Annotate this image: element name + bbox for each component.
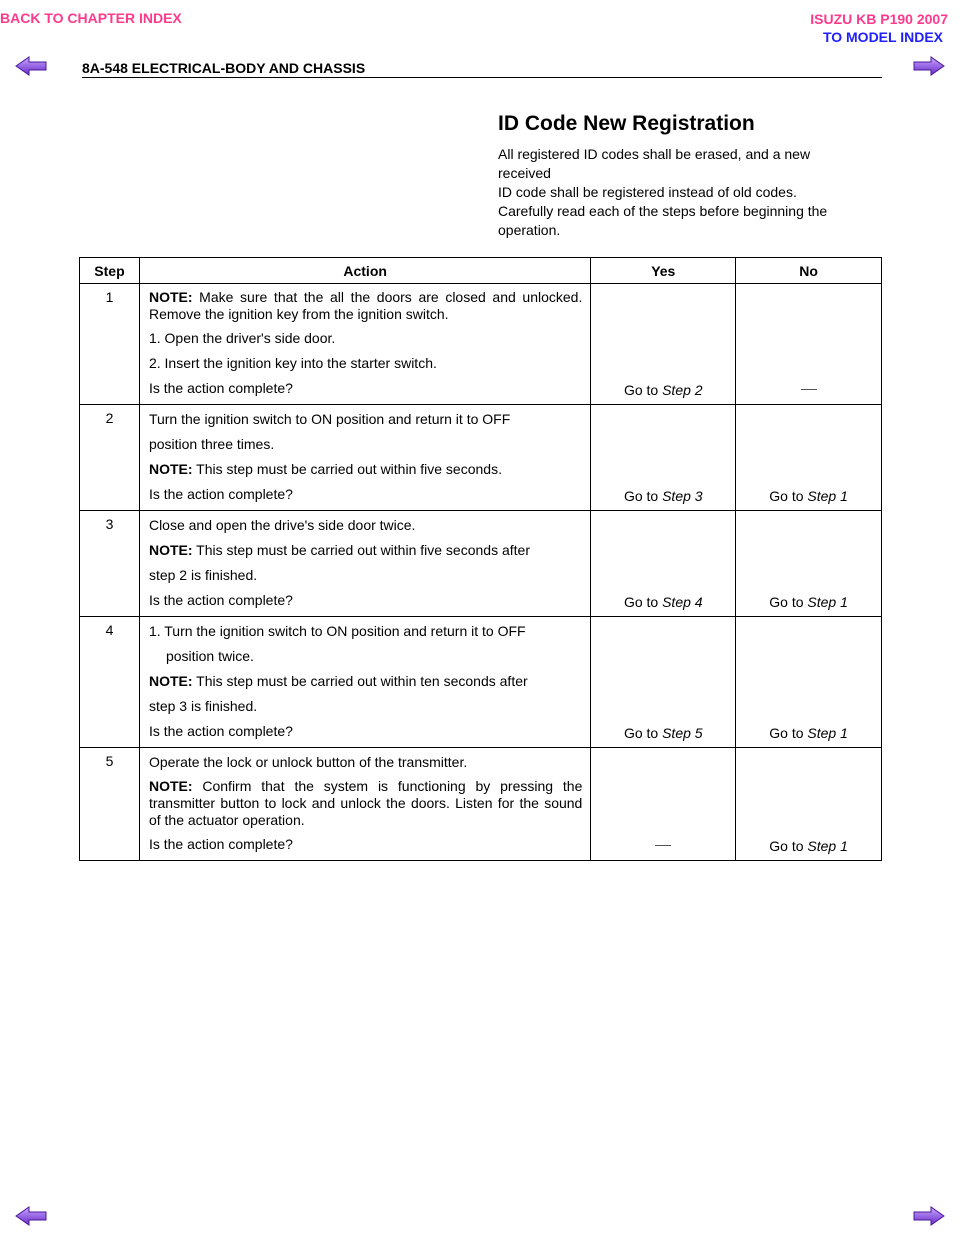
not-applicable-dash: [801, 389, 817, 390]
header-action: Action: [139, 258, 590, 284]
step-number: 3: [80, 511, 140, 617]
action-line: step 3 is finished.: [148, 698, 258, 714]
no-step-link[interactable]: Step 1: [807, 594, 848, 610]
table-row: [80, 617, 882, 748]
intro-line: All registered ID codes shall be erased, and a new: [498, 146, 811, 162]
step-number: 4: [80, 617, 140, 748]
note-text: This step must be carried out within five seconds after: [196, 542, 530, 558]
action-line: 2. Insert the ignition key into the starter switch.: [148, 355, 437, 371]
step-action: [139, 405, 590, 511]
note-text: This step must be carried out within ten seconds after: [196, 673, 528, 689]
go-to-label: Go to: [623, 382, 659, 398]
no-step-link[interactable]: Step 1: [807, 488, 848, 504]
section-intro: [498, 145, 878, 240]
note-text: This step must be carried out within five seconds.: [196, 461, 502, 477]
action-line: Close and open the drive's side door twice.: [148, 517, 416, 533]
step-action: [139, 511, 590, 617]
action-line: Operate the lock or unlock button of the transmitter.: [148, 754, 468, 770]
go-to-label: Go to: [769, 594, 804, 610]
note-label: NOTE:: [148, 289, 193, 305]
note-label: NOTE:: [148, 778, 193, 794]
action-line: 1. Turn the ignition switch to ON position and return it to OFF: [148, 623, 526, 639]
procedure-table: [79, 257, 882, 861]
intro-line: received: [498, 165, 551, 181]
section-title: ID Code New Registration: [498, 112, 755, 135]
step-number: 5: [80, 748, 140, 861]
step-action: [139, 284, 590, 405]
action-line: step 2 is finished.: [148, 567, 258, 583]
table-row: [80, 748, 882, 861]
no-step-link[interactable]: Step 1: [807, 838, 848, 854]
note-text: Confirm that the system is functioning by pressing the transmitter button to lock and unlock the doors. Listen for the sound of the actuator operation.: [148, 778, 583, 828]
go-to-label: Go to: [769, 488, 804, 504]
page-header: 8A-548 ELECTRICAL-BODY AND CHASSIS: [82, 60, 366, 76]
step-action: [139, 617, 590, 748]
step-number: 2: [80, 405, 140, 511]
model-index-block: [810, 10, 948, 46]
intro-line: ID code shall be registered instead of old codes.: [498, 184, 797, 200]
no-cell: [736, 511, 882, 617]
action-question: Is the action complete?: [148, 592, 293, 608]
go-to-label: Go to: [769, 725, 804, 741]
header-rule: [82, 77, 882, 78]
prev-page-arrow-icon[interactable]: [14, 1206, 48, 1226]
action-question: Is the action complete?: [148, 836, 293, 852]
action-line: Turn the ignition switch to ON position and return it to OFF: [148, 411, 511, 427]
back-to-chapter-index-link[interactable]: BACK TO CHAPTER INDEX: [0, 10, 182, 26]
no-cell: [736, 284, 882, 405]
header-step: Step: [80, 258, 140, 284]
note-label: NOTE:: [148, 461, 193, 477]
action-line: position twice.: [165, 648, 254, 664]
header-no: No: [736, 258, 882, 284]
no-cell: [736, 405, 882, 511]
next-page-arrow-icon[interactable]: [912, 1206, 946, 1226]
header-yes: Yes: [591, 258, 736, 284]
action-question: Is the action complete?: [148, 380, 293, 396]
yes-cell: [591, 405, 736, 511]
yes-cell: [591, 748, 736, 861]
action-question: Is the action complete?: [148, 486, 293, 502]
prev-page-arrow-icon[interactable]: [14, 56, 48, 76]
table-header-row: [80, 258, 882, 284]
to-model-index-link[interactable]: TO MODEL INDEX: [822, 29, 943, 45]
yes-step-link[interactable]: Step 3: [662, 488, 703, 504]
table-row: [80, 284, 882, 405]
yes-step-link[interactable]: Step 2: [662, 382, 703, 398]
go-to-label: Go to: [623, 594, 659, 610]
table-row: [80, 511, 882, 617]
go-to-label: Go to: [623, 725, 659, 741]
action-line: position three times.: [148, 436, 275, 452]
intro-line: operation.: [498, 222, 561, 238]
go-to-label: Go to: [769, 838, 804, 854]
table-row: [80, 405, 882, 511]
not-applicable-dash: [655, 845, 671, 846]
go-to-label: Go to: [623, 488, 659, 504]
no-cell: [736, 617, 882, 748]
intro-line: Carefully read each of the steps before beginning the: [498, 203, 828, 219]
yes-cell: [591, 284, 736, 405]
action-question: Is the action complete?: [148, 723, 293, 739]
no-cell: [736, 748, 882, 861]
yes-step-link[interactable]: Step 5: [662, 725, 703, 741]
note-label: NOTE:: [148, 673, 193, 689]
step-action: [139, 748, 590, 861]
next-page-arrow-icon[interactable]: [912, 56, 946, 76]
yes-cell: [591, 617, 736, 748]
yes-step-link[interactable]: Step 4: [662, 594, 703, 610]
model-title: ISUZU KB P190 2007: [810, 11, 948, 27]
yes-cell: [591, 511, 736, 617]
action-line: 1. Open the driver's side door.: [148, 330, 336, 346]
note-text: Make sure that the all the doors are closed and unlocked. Remove the ignition key from the ignition switch.: [148, 289, 583, 322]
note-label: NOTE:: [148, 542, 193, 558]
no-step-link[interactable]: Step 1: [807, 725, 848, 741]
step-number: 1: [80, 284, 140, 405]
